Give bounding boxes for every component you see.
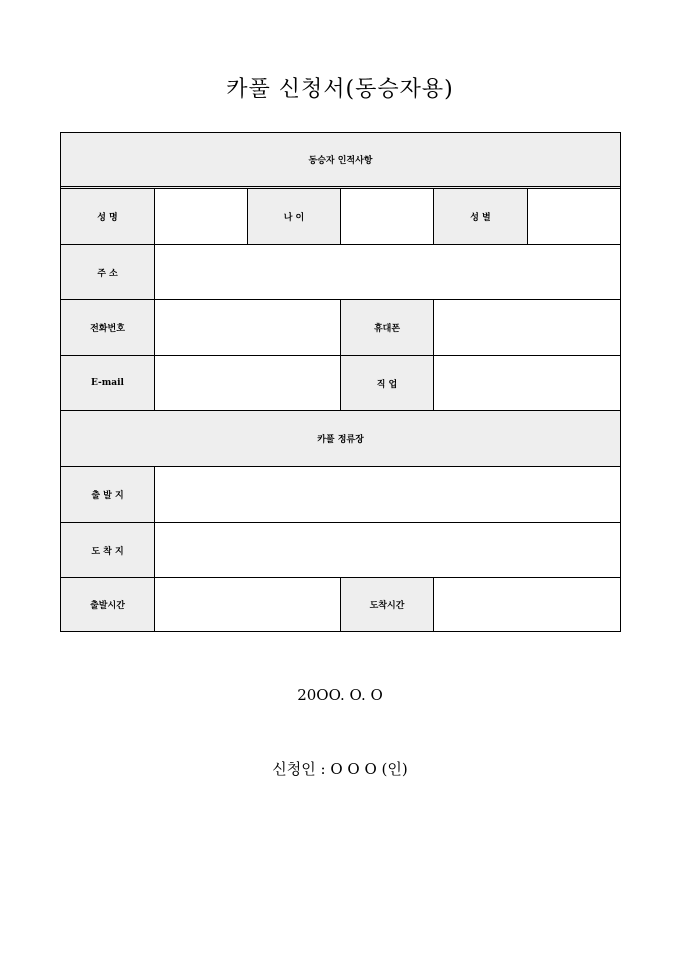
application-date: 20OO. O. O <box>297 686 383 704</box>
name-age-gender-row <box>61 189 620 244</box>
mobile-field[interactable] <box>433 300 620 355</box>
applicant-signature-line: 신청인 : O O O (인) <box>272 760 408 778</box>
document-title: 카풀 신청서(동승자용) <box>226 77 454 102</box>
email-job-row <box>61 355 620 410</box>
departure-time-field[interactable] <box>154 578 340 631</box>
time-row <box>61 577 620 631</box>
phone-row <box>61 299 620 355</box>
email-field[interactable] <box>154 356 340 410</box>
name-label: 성 명 <box>61 189 154 244</box>
arrival-field[interactable] <box>154 523 620 577</box>
arrival-time-label: 도착시간 <box>340 578 433 631</box>
application-form <box>60 132 621 632</box>
gender-label: 성 별 <box>433 189 527 244</box>
departure-label: 출 발 지 <box>61 467 154 522</box>
arrival-label: 도 착 지 <box>61 523 154 577</box>
mobile-label: 휴대폰 <box>340 300 433 355</box>
departure-field[interactable] <box>154 467 620 522</box>
arrival-row <box>61 522 620 577</box>
job-field[interactable] <box>433 356 620 410</box>
gender-field[interactable] <box>527 189 620 244</box>
age-field[interactable] <box>340 189 433 244</box>
phone-field[interactable] <box>154 300 340 355</box>
section-carpool-stop: 카풀 정류장 <box>61 410 620 466</box>
job-label: 직 업 <box>340 356 433 410</box>
address-label: 주 소 <box>61 245 154 299</box>
phone-label: 전화번호 <box>61 300 154 355</box>
address-field[interactable] <box>154 245 620 299</box>
email-label: E-mail <box>61 356 154 410</box>
arrival-time-field[interactable] <box>433 578 620 631</box>
departure-row <box>61 466 620 522</box>
address-row <box>61 244 620 299</box>
age-label: 나 이 <box>247 189 340 244</box>
section-passenger-info: 동승자 인적사항 <box>61 133 620 189</box>
departure-time-label: 출발시간 <box>61 578 154 631</box>
name-field[interactable] <box>154 189 247 244</box>
